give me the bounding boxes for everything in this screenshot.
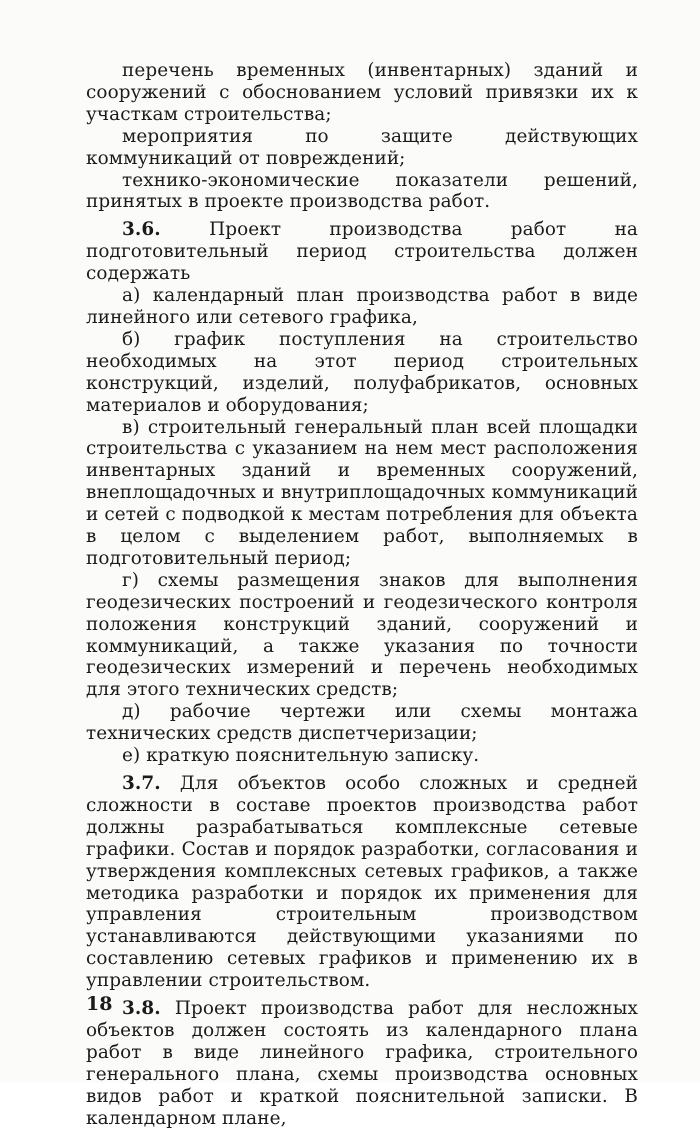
list-item-a bbox=[86, 285, 638, 329]
paragraph-technical-economic-indicators bbox=[86, 170, 638, 214]
list-item-text: г) схемы размещения знаков для выполнения геодезических построений и геодезического контроля положения конструкций зданий, сооружений и коммуникаций, а также указания по точности геодезических измерений и перечень необходимых для этого технических средств; bbox=[86, 569, 638, 701]
paragraph-text: технико-экономические показатели решений, принятых в проекте производства работ. bbox=[86, 169, 638, 213]
list-item-text: а) календарный план производства работ в виде линейного или сетевого графика, bbox=[86, 285, 638, 328]
list-item-v bbox=[86, 417, 638, 570]
body-text bbox=[86, 60, 638, 1130]
paragraph-text: Для объектов особо сложных и средней сложности в составе проектов производства работ должны разрабатываться комплексные сетевые графики. Состав и порядок разработки, согласования и утверждения комплексных сетевых графиков, а также методика разработки и порядок их применения для управления строительным производством устанавливаются действующими указаниями по составлению сетевых графиков и применению их в управлении строительством. bbox=[86, 773, 638, 992]
section-number: 3.6. bbox=[122, 219, 161, 241]
section-3-6 bbox=[86, 219, 638, 285]
section-3-8 bbox=[86, 998, 638, 1129]
paragraph-text: перечень временных (инвентарных) зданий и сооружений с обоснованием условий привязки их к участкам строительства; bbox=[86, 60, 638, 125]
paragraph-text: Проект производства работ на подготовительный период строительства должен содержать bbox=[86, 219, 638, 285]
list-item-text: д) рабочие чертежи или схемы монтажа технических средств диспетчеризации; bbox=[86, 701, 638, 745]
paragraph-temporary-buildings-list bbox=[86, 60, 638, 126]
list-item-text: в) строительный генеральный план всей площадки строительства с указанием на нем мест расположения инвентарных зданий и временных сооружений, внеплощадочных и внутриплощадочных коммуникаций и сетей с подводкой к местам потребления для объекта в целом с выделением работ, выполняемых в подготовительный период; bbox=[86, 416, 638, 569]
paragraph-text: Проект производства работ для несложных объектов должен состоять из календарного плана работ в виде линейного графика, строительного генерального плана, схемы производства основных видов работ и краткой пояснительной записки. В календарном плане, bbox=[86, 998, 638, 1129]
list-item-d bbox=[86, 701, 638, 745]
list-item-text: е) краткую пояснительную записку. bbox=[122, 745, 480, 767]
list-item-text: б) график поступления на строительство необходимых на этот период строительных конструкций, изделий, полуфабрикатов, основных материалов и оборудования; bbox=[86, 328, 638, 416]
paragraph-utilities-protection bbox=[86, 126, 638, 170]
list-item-g bbox=[86, 570, 638, 701]
page-number: 18 bbox=[86, 993, 113, 1015]
list-item-e bbox=[86, 745, 638, 767]
section-3-7 bbox=[86, 773, 638, 992]
section-number: 3.7. bbox=[122, 773, 161, 794]
list-item-b bbox=[86, 329, 638, 417]
paragraph-text: мероприятия по защите действующих коммуникаций от повреждений; bbox=[86, 125, 638, 169]
section-number: 3.8. bbox=[122, 998, 161, 1020]
